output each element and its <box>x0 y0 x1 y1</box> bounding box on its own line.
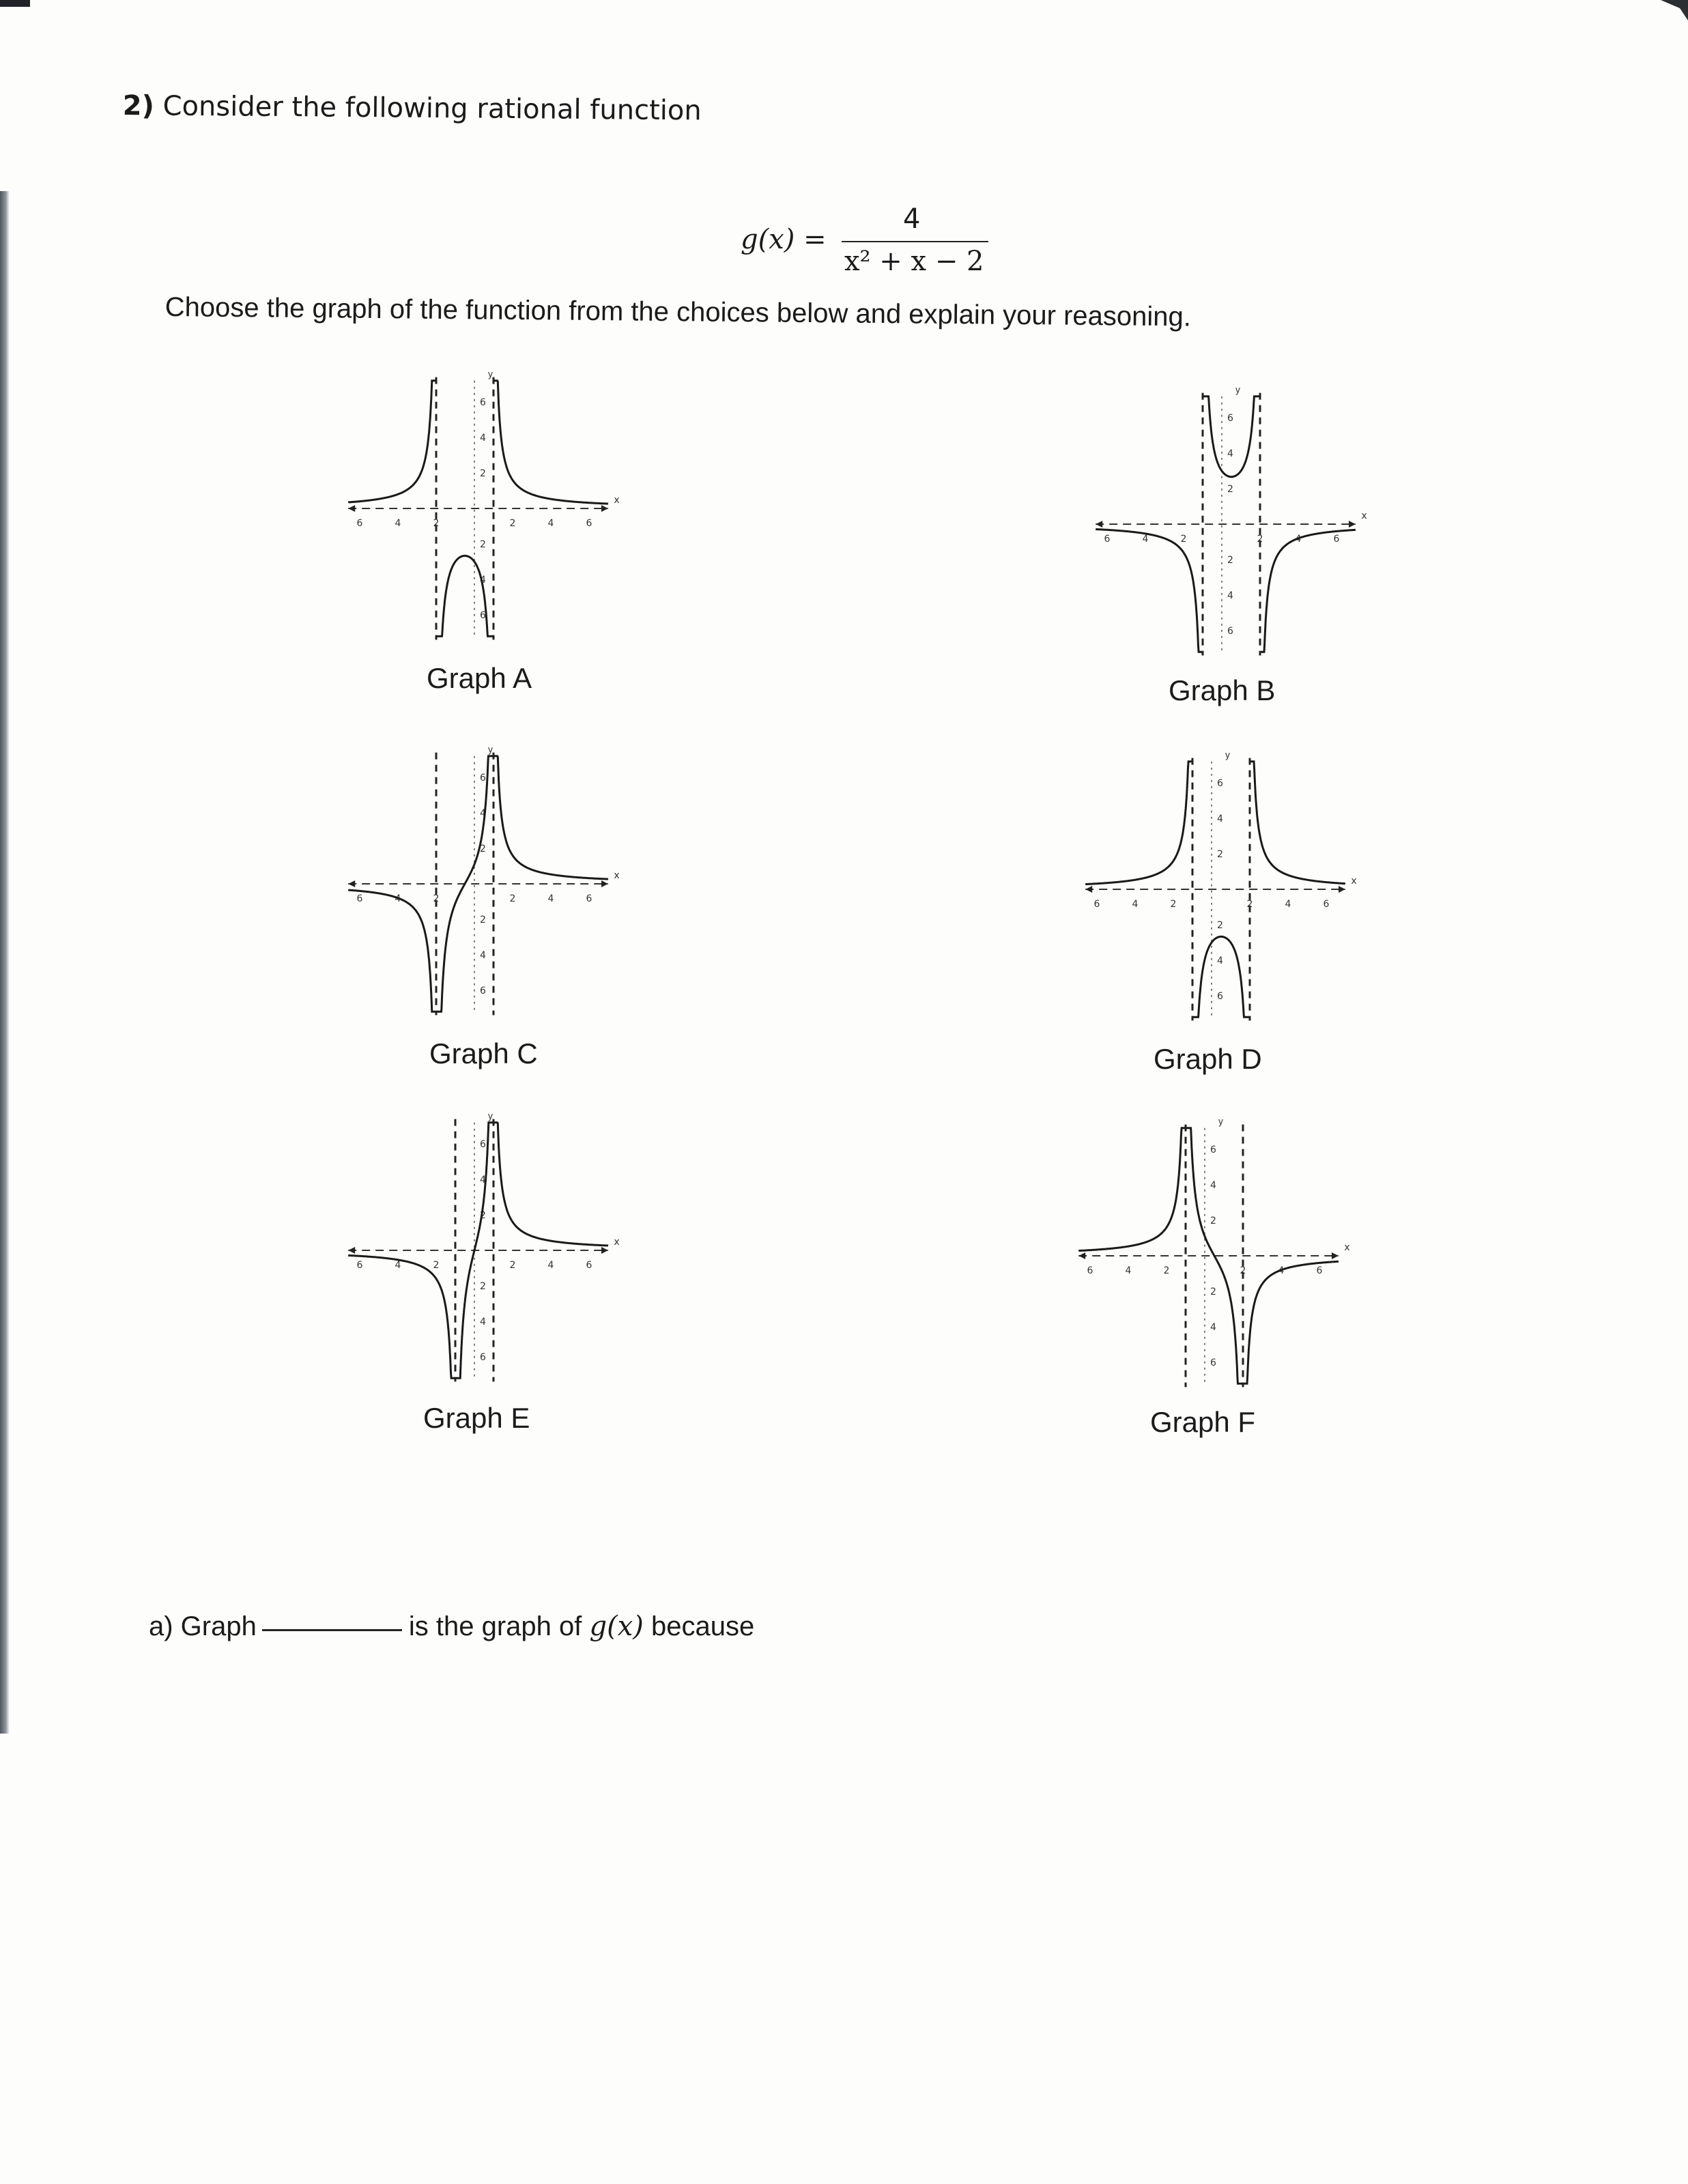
y-tick-label: 2 <box>480 468 486 479</box>
y-tick-label: 2 <box>480 1281 486 1292</box>
x-tick-label: 6 <box>1104 534 1111 545</box>
y-axis-label: y <box>487 369 493 380</box>
x-axis-label: x <box>1361 511 1367 521</box>
x-tick-label: 4 <box>547 1260 554 1271</box>
x-axis-arrow-icon <box>1085 886 1092 893</box>
x-tick-label: 2 <box>433 893 440 904</box>
left-branch <box>1096 529 1201 652</box>
x-tick-label: 6 <box>1093 899 1100 910</box>
y-tick-label: 6 <box>1227 413 1233 424</box>
y-axis-label: y <box>487 1111 493 1122</box>
x-axis-label: x <box>1351 876 1357 887</box>
x-tick-label: 2 <box>433 1260 440 1271</box>
x-tick-label: 4 <box>1278 1265 1285 1276</box>
y-tick-label: 4 <box>1210 1180 1216 1191</box>
middle-branch <box>437 556 493 636</box>
x-axis-arrow-icon <box>1332 1252 1339 1259</box>
y-tick-label: 4 <box>480 433 486 444</box>
x-tick-label: 4 <box>1285 899 1291 910</box>
y-tick-label: 4 <box>1217 814 1223 824</box>
x-tick-label: 2 <box>1170 899 1177 910</box>
left-branch <box>1085 762 1191 885</box>
answer-line <box>149 1611 754 1642</box>
graph-caption: Graph D <box>1154 1043 1262 1075</box>
y-tick-label: 2 <box>1227 484 1233 495</box>
y-tick-label: 2 <box>1217 920 1223 931</box>
x-axis-arrow-icon <box>1339 886 1345 893</box>
function-formula <box>741 203 1000 285</box>
x-axis-arrow-icon <box>348 505 355 512</box>
graph-d <box>1082 750 1369 1075</box>
answer-function: g(x) <box>589 1611 644 1642</box>
formula-lhs: g(x) = <box>741 224 827 255</box>
graph-caption: Graph B <box>1169 674 1276 706</box>
graph-plot <box>345 369 631 645</box>
y-tick-label: 4 <box>1227 590 1233 601</box>
y-tick-label: 6 <box>480 610 486 621</box>
x-tick-label: 4 <box>395 518 401 529</box>
x-tick-label: 6 <box>356 518 363 529</box>
y-tick-label: 6 <box>1227 626 1233 637</box>
y-tick-label: 2 <box>480 539 486 550</box>
y-tick-label: 2 <box>1210 1216 1216 1226</box>
y-axis-label: y <box>487 745 493 756</box>
graph-plot <box>1075 1119 1362 1392</box>
graph-caption: Graph E <box>423 1402 530 1434</box>
y-axis-label: y <box>1235 385 1241 396</box>
x-axis-arrow-icon <box>1349 521 1356 528</box>
x-axis-label: x <box>614 870 620 881</box>
y-tick-label: 2 <box>1227 555 1233 566</box>
fraction-bar <box>842 241 988 242</box>
x-tick-label: 6 <box>356 893 363 904</box>
scan-corner-mark <box>1661 0 1688 20</box>
x-axis-arrow-icon <box>601 1247 608 1254</box>
x-tick-label: 4 <box>547 893 554 904</box>
x-tick-label: 4 <box>395 1260 401 1271</box>
y-tick-label: 2 <box>1210 1287 1216 1297</box>
x-axis-arrow-icon <box>601 880 608 887</box>
x-tick-label: 2 <box>1163 1265 1170 1276</box>
graph-b <box>1092 385 1379 706</box>
left-branch <box>1078 1128 1184 1251</box>
right-branch <box>494 756 608 879</box>
x-axis-arrow-icon <box>601 505 608 512</box>
x-axis-arrow-icon <box>348 1247 355 1254</box>
x-tick-label: 6 <box>1333 534 1340 545</box>
y-axis-label: y <box>1218 1117 1224 1127</box>
x-tick-label: 2 <box>1246 899 1253 910</box>
right-branch <box>1250 762 1345 884</box>
x-tick-label: 4 <box>1132 899 1139 910</box>
y-tick-label: 2 <box>1217 849 1223 860</box>
y-tick-label: 6 <box>1217 991 1223 1002</box>
x-tick-label: 2 <box>1240 1265 1246 1276</box>
y-tick-label: 2 <box>480 915 486 925</box>
middle-branch <box>1203 397 1260 477</box>
x-tick-label: 6 <box>1316 1265 1323 1276</box>
answer-prefix: a) Graph <box>149 1611 257 1641</box>
y-tick-label: 6 <box>480 773 486 784</box>
x-tick-label: 6 <box>1323 899 1330 910</box>
y-tick-label: 4 <box>1217 956 1223 966</box>
x-tick-label: 6 <box>586 518 592 529</box>
formula-denominator: x² + x − 2 <box>844 246 984 277</box>
y-tick-label: 6 <box>1210 1357 1216 1368</box>
x-tick-label: 6 <box>586 893 592 904</box>
x-tick-label: 2 <box>509 1260 516 1271</box>
graph-f <box>1075 1117 1362 1438</box>
x-axis-label: x <box>614 1237 620 1248</box>
x-axis-arrow-icon <box>348 880 355 887</box>
y-tick-label: 6 <box>1217 778 1223 789</box>
instruction-text: Choose the graph of the function from the choices below and explain your reasoning. <box>164 292 1192 332</box>
y-axis-label: y <box>1225 750 1231 761</box>
graph-plot <box>1082 750 1369 1026</box>
page-edge-shadow <box>0 191 10 1734</box>
left-branch <box>348 1255 454 1378</box>
graph-plot <box>345 1111 631 1387</box>
x-axis-arrow-icon <box>1096 521 1102 528</box>
x-tick-label: 2 <box>1257 534 1263 545</box>
graph-e <box>345 1111 631 1434</box>
graph-caption: Graph C <box>429 1037 538 1069</box>
answer-blank[interactable] <box>262 1629 402 1631</box>
graph-c <box>345 745 631 1069</box>
y-tick-label: 4 <box>1227 448 1233 459</box>
y-tick-label: 6 <box>480 1139 486 1150</box>
question-text: Consider the following rational function <box>162 90 702 127</box>
y-tick-label: 6 <box>480 397 486 408</box>
y-tick-label: 6 <box>480 986 486 996</box>
right-branch <box>494 381 608 504</box>
x-tick-label: 4 <box>395 893 401 904</box>
y-tick-label: 2 <box>480 1210 486 1221</box>
y-tick-label: 4 <box>480 1317 486 1327</box>
middle-branch <box>1193 936 1250 1017</box>
right-branch <box>1261 530 1356 652</box>
y-tick-label: 4 <box>480 950 486 961</box>
y-tick-label: 4 <box>480 808 486 819</box>
right-branch <box>494 1123 608 1246</box>
x-tick-label: 6 <box>1087 1265 1093 1276</box>
left-branch <box>348 890 435 1011</box>
y-tick-label: 4 <box>480 575 486 586</box>
y-tick-label: 6 <box>1210 1145 1216 1155</box>
right-branch <box>1244 1261 1339 1383</box>
x-tick-label: 6 <box>586 1260 592 1271</box>
x-tick-label: 4 <box>547 518 554 529</box>
graph-plot <box>345 747 631 1020</box>
y-tick-label: 4 <box>1210 1322 1216 1333</box>
y-tick-label: 6 <box>480 1352 486 1363</box>
question-heading <box>123 90 702 126</box>
x-tick-label: 2 <box>433 518 440 529</box>
y-tick-label: 4 <box>480 1175 486 1186</box>
left-branch <box>348 381 435 502</box>
x-tick-label: 4 <box>1295 534 1302 545</box>
answer-suffix-end: because <box>650 1611 755 1641</box>
answer-suffix-start: is the graph of <box>408 1611 582 1641</box>
x-tick-label: 2 <box>509 518 516 529</box>
y-tick-label: 2 <box>480 844 486 854</box>
formula-numerator: 4 <box>903 203 921 235</box>
graph-a <box>345 369 631 694</box>
x-tick-label: 2 <box>509 893 516 904</box>
graph-caption: Graph A <box>427 662 532 694</box>
x-tick-label: 6 <box>356 1260 363 1271</box>
x-axis-label: x <box>1344 1242 1350 1253</box>
graph-plot <box>1092 385 1379 661</box>
x-tick-label: 2 <box>1180 534 1187 545</box>
scan-corner-mark <box>0 0 30 7</box>
question-number: 2) <box>122 90 155 122</box>
x-axis-arrow-icon <box>1078 1252 1085 1259</box>
x-tick-label: 4 <box>1142 534 1149 545</box>
graph-caption: Graph F <box>1150 1406 1256 1438</box>
x-tick-label: 4 <box>1125 1265 1132 1276</box>
x-axis-label: x <box>614 495 620 506</box>
